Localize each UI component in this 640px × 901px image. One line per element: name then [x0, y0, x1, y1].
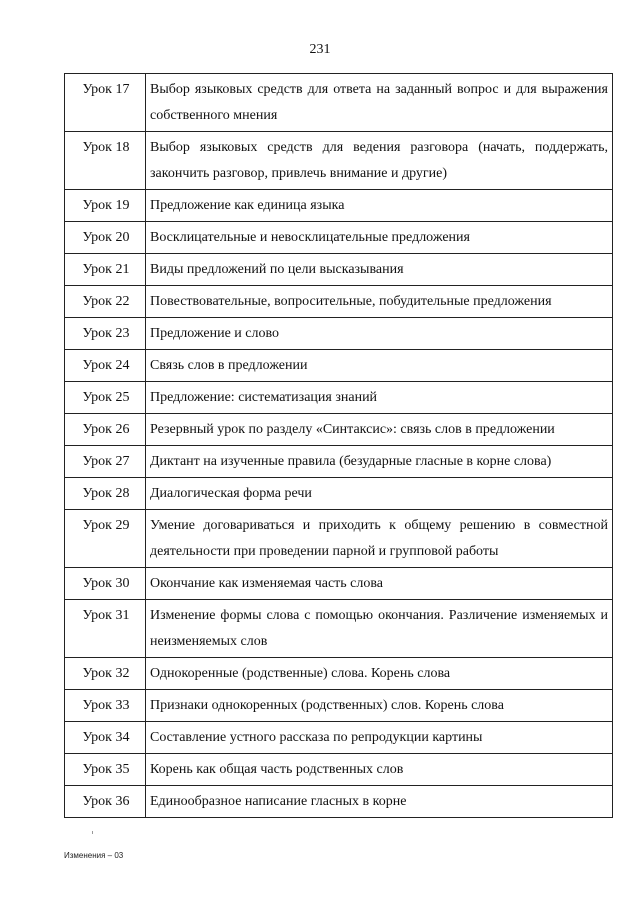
lesson-table-body [65, 74, 613, 818]
lesson-topic: Единообразное написание гласных в корне [146, 786, 613, 818]
lesson-topic: Повествовательные, вопросительные, побудительные предложения [146, 286, 613, 318]
lesson-topic: Корень как общая часть родственных слов [146, 754, 613, 786]
table-row [65, 74, 613, 132]
lesson-number: Урок 34 [65, 722, 146, 754]
lesson-topic: Однокоренные (родственные) слова. Корень слова [146, 658, 613, 690]
lesson-number: Урок 30 [65, 568, 146, 600]
table-row [65, 754, 613, 786]
scan-speck [92, 831, 93, 834]
lesson-topic: Умение договариваться и приходить к общему решению в совместной деятельности при проведении парной и групповой работы [146, 510, 613, 568]
lesson-topic: Составление устного рассказа по репродукции картины [146, 722, 613, 754]
table-row [65, 132, 613, 190]
lesson-topic: Диалогическая форма речи [146, 478, 613, 510]
lesson-topic: Виды предложений по цели высказывания [146, 254, 613, 286]
lesson-topic: Предложение и слово [146, 318, 613, 350]
lesson-topic: Резервный урок по разделу «Синтаксис»: связь слов в предложении [146, 414, 613, 446]
lesson-number: Урок 29 [65, 510, 146, 568]
table-row [65, 446, 613, 478]
lesson-number: Урок 27 [65, 446, 146, 478]
lesson-topic: Предложение как единица языка [146, 190, 613, 222]
table-row [65, 254, 613, 286]
table-row [65, 286, 613, 318]
lesson-number: Урок 25 [65, 382, 146, 414]
lesson-topic: Выбор языковых средств для ответа на заданный вопрос и для выражения собственного мнения [146, 74, 613, 132]
table-row [65, 600, 613, 658]
lesson-topic: Диктант на изученные правила (безударные гласные в корне слова) [146, 446, 613, 478]
table-row [65, 222, 613, 254]
lesson-number: Урок 20 [65, 222, 146, 254]
lesson-topic: Выбор языковых средств для ведения разговора (начать, поддержать, закончить разговор, привлечь внимание и другие) [146, 132, 613, 190]
lesson-number: Урок 28 [65, 478, 146, 510]
lesson-number: Урок 24 [65, 350, 146, 382]
lesson-topic: Окончание как изменяемая часть слова [146, 568, 613, 600]
page-number: 231 [309, 42, 331, 57]
footer-revision: Изменения – 03 [64, 851, 124, 860]
lesson-number: Урок 35 [65, 754, 146, 786]
table-row [65, 690, 613, 722]
table-row [65, 568, 613, 600]
table-row [65, 510, 613, 568]
lesson-number: Урок 23 [65, 318, 146, 350]
table-row [65, 190, 613, 222]
table-row [65, 478, 613, 510]
lesson-table [64, 73, 613, 818]
lesson-number: Урок 33 [65, 690, 146, 722]
table-row [65, 382, 613, 414]
lesson-number: Урок 17 [65, 74, 146, 132]
lesson-number: Урок 26 [65, 414, 146, 446]
table-row [65, 786, 613, 818]
lesson-number: Урок 19 [65, 190, 146, 222]
table-row [65, 658, 613, 690]
lesson-topic: Предложение: систематизация знаний [146, 382, 613, 414]
lesson-number: Урок 18 [65, 132, 146, 190]
table-row [65, 350, 613, 382]
lesson-number: Урок 32 [65, 658, 146, 690]
lesson-number: Урок 31 [65, 600, 146, 658]
table-row [65, 414, 613, 446]
lesson-number: Урок 22 [65, 286, 146, 318]
lesson-topic: Связь слов в предложении [146, 350, 613, 382]
lesson-topic: Признаки однокоренных (родственных) слов. Корень слова [146, 690, 613, 722]
lesson-topic: Восклицательные и невосклицательные предложения [146, 222, 613, 254]
lesson-topic: Изменение формы слова с помощью окончания. Различение изменяемых и неизменяемых слов [146, 600, 613, 658]
lesson-number: Урок 36 [65, 786, 146, 818]
lesson-number: Урок 21 [65, 254, 146, 286]
table-row [65, 318, 613, 350]
table-row [65, 722, 613, 754]
